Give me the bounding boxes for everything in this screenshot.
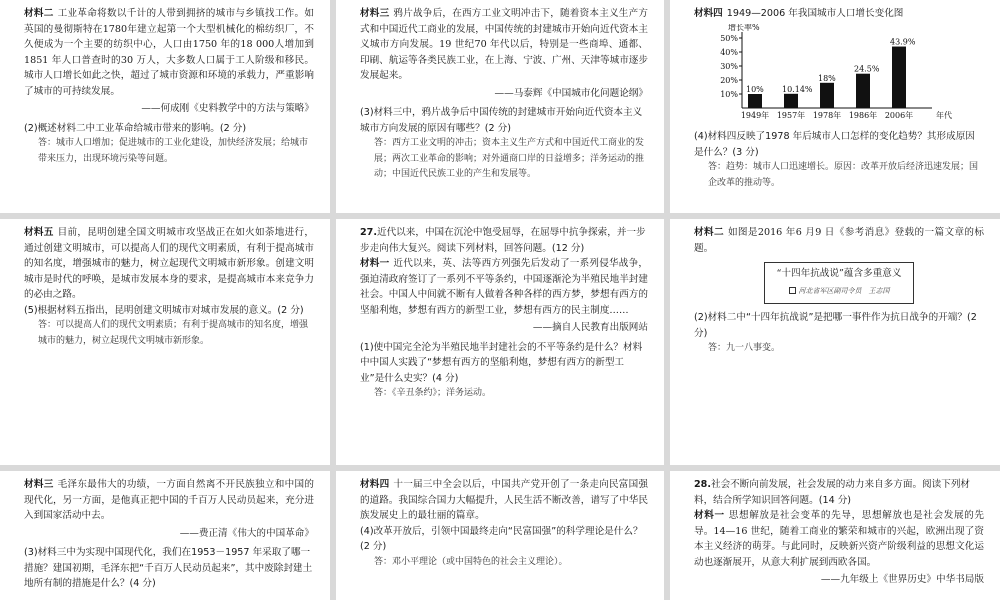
material-label: 材料一	[694, 510, 725, 521]
bar-value-label: 18%	[818, 73, 836, 83]
material-label: 材料五	[24, 227, 54, 238]
y-tick-label: 50%	[720, 33, 738, 43]
question-text: (2)概述材料二中工业革命给城市带来的影响。(2 分)	[24, 122, 247, 134]
chart-heading	[694, 6, 984, 22]
material-text: 如图是2016 年6 月9 日《参考消息》登载的一篇文章的标题。	[694, 227, 984, 254]
bar-value-label: 43.9%	[890, 37, 916, 47]
material-text: 思想解放是社会变革的先导，思想解放也是社会发展的先导。14—16 世纪，随着工商业的繁荣和城市的兴起，欧洲出现了资本主义经济的萌芽。与此同时，反映新兴资产阶级利益的思想文化运动也逐渐展开，从意大利扩展到西欧各国。	[694, 510, 985, 568]
intro-text: 社会不断向前发展，社会发展的动力来自多方面。阅读下列材料，结合所学知识回答问题。(14 分)	[694, 479, 971, 506]
bar-value-label: 10%	[746, 84, 764, 94]
material-label: 材料四	[694, 8, 723, 19]
material-text: 毛泽东最伟大的功绩，一方面自然离不开民族独立和中国的现代化，另一方面，是他真正把中国的千百万人民动员起来，充分进入到国家活动中去。	[24, 479, 315, 521]
bar-value-label: 10.14%	[782, 84, 813, 94]
question-text: (4)改革开放后，引领中国最终走向“民富国强”的科学理论是什么？(2 分)	[360, 525, 643, 552]
material-paragraph	[24, 6, 314, 99]
bar-chart	[694, 24, 984, 124]
material-label: 材料三	[24, 479, 54, 490]
y-axis-label: 增长率%	[728, 23, 760, 32]
material-label: 材料二	[694, 227, 724, 238]
answer-text: 答：城市人口增加；促进城市的工业化建设，加快经济发展；给城市带来压力，出现环境污染等问题。	[38, 138, 309, 164]
question-intro	[360, 225, 648, 256]
answer-text: 答：趋势：城市人口迅速增长。原因：改革开放后经济迅速发展；国企改革的推动等。	[708, 162, 979, 188]
headline-title: “十四年抗战说”蕴含多重意义	[776, 268, 902, 279]
material-source: ——摘自人民教育出版网站	[532, 322, 648, 333]
x-tick-label: 1957年	[776, 110, 806, 120]
material-source: ——马泰辉《中国城市化问题论纲》	[494, 87, 648, 99]
panel-material-3-city	[336, 0, 664, 213]
material-paragraph	[694, 508, 984, 570]
bar	[784, 93, 798, 107]
newspaper-headline-box	[764, 262, 914, 304]
material-source: ——九年级上《世界历史》中华书局版	[820, 574, 984, 585]
x-tick-label: 1949年	[740, 110, 770, 120]
material-label: 材料四	[360, 479, 390, 490]
material-paragraph	[694, 225, 984, 256]
question-number: 27.	[360, 227, 377, 238]
panel-material-2-headline	[670, 219, 1000, 465]
answer-text: 答：西方工业文明的冲击；资本主义生产方式和中国近代工商业的发展；两次工业革命的影响；对外通商口岸的日益增多；洋务运动的推动；中国近代民族工业的产生和发展等。	[374, 138, 645, 179]
chart-container	[694, 24, 984, 130]
bar	[856, 73, 870, 107]
material-source: ——费正清《伟大的中国革命》	[179, 527, 314, 539]
material-label: 材料一	[360, 258, 390, 269]
question-intro	[694, 477, 984, 508]
bar	[820, 82, 834, 107]
square-icon	[789, 287, 796, 294]
question-number: 28.	[694, 479, 711, 490]
material-paragraph	[360, 6, 648, 84]
headline-byline	[769, 284, 909, 300]
bar-value-label: 24.5%	[854, 64, 880, 74]
x-tick-label: 1986年	[848, 110, 878, 120]
answer-text: 答：可以提高人们的现代文明素质；有利于提高城市的知名度，增强城市的魅力，树立起现代文明城市新形象。	[38, 320, 309, 346]
panel-material-4-chart	[670, 0, 1000, 213]
panel-material-3-mao	[0, 471, 330, 600]
intro-text: 近代以来，中国在沉沦中饱受屈辱，在屈辱中抗争探索，并一步步走向伟大复兴。阅读下列材料，回答问题。(12 分)	[360, 227, 646, 254]
panel-material-5-kunming	[0, 219, 330, 465]
x-tick-label: 2006年	[884, 110, 914, 120]
panel-material-4-reform	[336, 471, 664, 600]
material-text: 鸦片战争后，在西方工业文明冲击下，随着资本主义生产方式和中国近代工商业的发展，中国传统的封建城市开始向近代资本主义城市方向发展。19 世纪70 年代以后，特别是一些商埠、通都、印刷、航运等各类民族工业，在上海、宁波、广州、天津等城市逐步发展起来。	[360, 8, 649, 81]
bar	[892, 46, 906, 107]
y-tick-label: 10%	[720, 89, 738, 99]
question-text: (3)材料三中为实现中国现代化，我们在1953－1957 年采取了哪一措施？建国初期，毛泽东把“千百万人民动员起来”，其中废除封建土地所有制的措施是什么？(4 分)	[24, 547, 313, 589]
question-text: (5)根据材料五指出，昆明创建文明城市对城市发展的意义。(2 分)	[24, 304, 304, 316]
y-tick-label: 40%	[720, 47, 738, 57]
answer-text: 答：邓小平理论（或中国特色的社会主义理论）。	[374, 556, 568, 567]
chart-title: 1949—2006 年我国城市人口增长变化图	[726, 8, 904, 19]
question-text: (3)材料三中，鸦片战争后中国传统的封建城市开始向近代资本主义城市方向发展的原因有哪些？(2 分)	[360, 107, 643, 134]
material-source: ——何成刚《史料教学中的方法与策略》	[141, 103, 314, 114]
byline-text: 河北省军区副司令员 王志国	[798, 286, 890, 295]
question-text: (4)材料四反映了1978 年后城市人口怎样的变化趋势？其形成原因是什么？(3 分)	[694, 131, 975, 158]
answer-text: 答：《辛丑条约》；洋务运动。	[374, 388, 492, 398]
y-tick-label: 30%	[720, 61, 738, 71]
x-tick-label: 1978年	[812, 110, 842, 120]
material-paragraph	[360, 256, 648, 318]
material-paragraph	[360, 477, 648, 524]
answer-text: 答：九一八事变。	[708, 343, 781, 353]
material-text: 近代以来，英、法等西方列强先后发动了一系列侵华战争，强迫清政府签订了一系列不平等条约，中国逐渐沦为半殖民地半封建社会。中国人中间就不断有人做着各种各样的西方梦，梦想有西方的坚船利炮，梦想有西方的新型工业，梦想有西方的民主制度……	[360, 258, 649, 316]
y-tick-label: 20%	[720, 75, 738, 85]
panel-question-27	[336, 219, 664, 465]
panel-material-2-industrial	[0, 0, 330, 213]
x-axis-label: 年代	[936, 110, 952, 120]
panel-question-28	[670, 471, 1000, 600]
material-paragraph	[24, 225, 314, 303]
material-text: 工业革命将数以千计的人带到拥挤的城市与乡镇找工作。如英国的曼彻斯特在1780年建立起第一个大型机械化的棉纺织厂，不久便成为一个主要的纺织中心，人口由1750 年的18 000人增加到1851 年人口普查时的30 万人，大多数人口属于工人阶级和移民。城市人口增长如此之快，超过了城市资源和环境的承载力，严重影响了城市的可持续发展。	[24, 8, 315, 97]
question-text: (2)材料二中“十四年抗战说”是把哪一事件作为抗日战争的开端？(2 分)	[694, 312, 977, 339]
bar	[748, 94, 762, 108]
material-paragraph	[24, 477, 314, 524]
question-text: (1)使中国完全沦为半殖民地半封建社会的不平等条约是什么？材料中中国人实践了“梦想有西方的坚船利炮，梦想有西方的新型工业”是什么史实？(4 分)	[360, 341, 643, 384]
material-text: 目前，昆明创建全国文明城市攻坚战正在如火如荼地进行，通过创建文明城市，可以提高人们的现代文明素质，有利于提高城市的知名度，增强城市的魅力，树立起现代文明城市新形象。创建文明城市是时代的呼唤，是城市发展本身的要求，是提高城市本来竞争力的必由之路。	[24, 227, 315, 300]
material-label: 材料三	[360, 8, 390, 19]
material-label: 材料二	[24, 8, 54, 19]
material-text: 十一届三中全会以后，中国共产党开创了一条走向民富国强的道路。我国综合国力大幅提升，人民生活不断改善，谱写了中华民族发展史上的最壮丽的篇章。	[360, 479, 649, 521]
